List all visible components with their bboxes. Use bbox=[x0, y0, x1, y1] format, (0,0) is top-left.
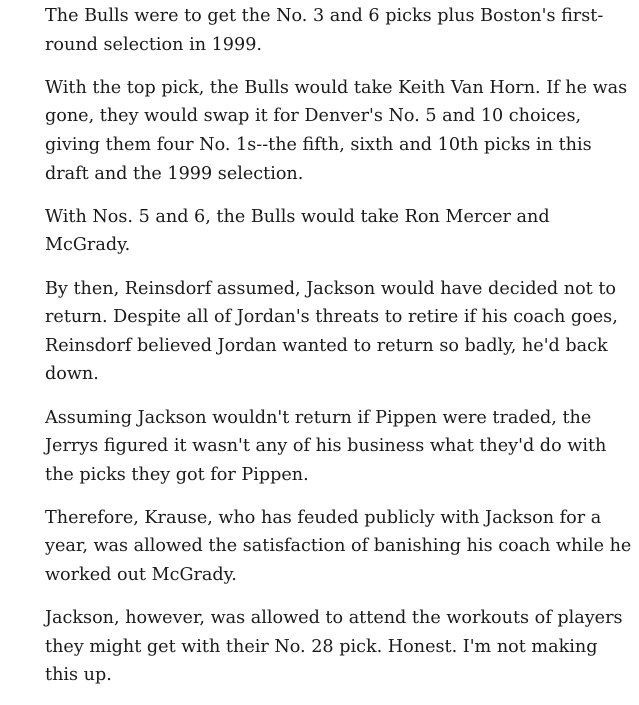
paragraph-draft-picks: The Bulls were to get the No. 3 and 6 picks plus Boston's first-round selection in 1999. bbox=[45, 6, 604, 55]
article-body bbox=[45, 2, 635, 705]
paragraph-workouts: Jackson, however, was allowed to attend the workouts of players they might get with their No. 28 pick. Honest. I'm not making this up. bbox=[45, 608, 623, 686]
paragraph-mercer-mcgrady: With Nos. 5 and 6, the Bulls would take Ron Mercer and McGrady. bbox=[45, 206, 550, 256]
paragraph-krause: Therefore, Krause, who has feuded publicly with Jackson for a year, was allowed the satisfaction of banishing his coach while he worked out McGrady. bbox=[45, 507, 632, 586]
paragraph-jerrys: Assuming Jackson wouldn't return if Pippen were traded, the Jerrys figured it wasn't any of his business what they'd do with the picks they got for Pippen. bbox=[45, 407, 607, 485]
paragraph-reinsdorf: By then, Reinsdorf assumed, Jackson would have decided not to return. Despite all of Jordan's threats to retire if his coach goes, Reinsdorf believed Jordan wanted to return so badly, he'd back down. bbox=[45, 278, 618, 385]
paragraph-top-pick: With the top pick, the Bulls would take Keith Van Horn. If he was gone, they would swap it for Denver's No. 5 and 10 choices, giving them four No. 1s--the fifth, sixth and 10th picks in this draft and the 1999 selection. bbox=[45, 77, 628, 184]
